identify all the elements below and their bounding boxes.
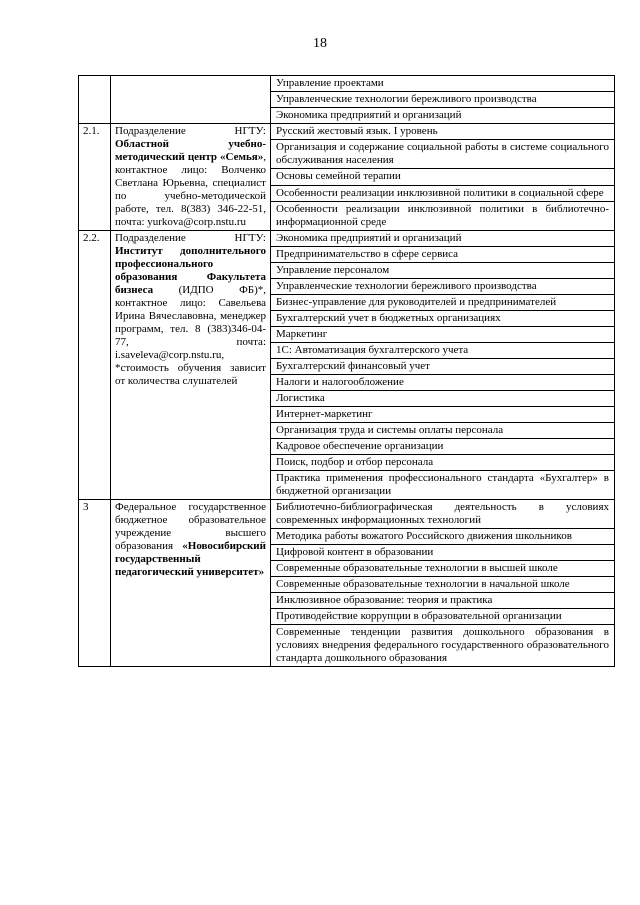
page-number: 18	[313, 36, 327, 51]
org-details: (ИДПО ФБ)*, контактное лицо: Савельева Ирина Вячеславовна, менеджер программ, тел. 8 (383)346-04-77, почта: i.saveleva@corp.nstu.ru, *стоимость обучения зависит от количества слушателей	[115, 284, 266, 387]
program-cell: Особенности реализации инклюзивной политики в библиотечно-информационной среде	[271, 201, 615, 230]
program-cell: Бухгалтерский финансовый учет	[271, 359, 615, 375]
program-cell: Маркетинг	[271, 327, 615, 343]
program-cell: Кадровое обеспечение организации	[271, 439, 615, 455]
table-row	[79, 500, 615, 529]
table-row	[79, 231, 615, 247]
program-cell: Современные тенденции развития дошкольного образования в условиях внедрения федерального государственного образовательного стандарта дошкольного образования	[271, 625, 615, 667]
section-number: 3	[79, 500, 111, 667]
org-details: , контактное лицо: Волченко Светлана Юрьевна, специалист по учебно-методической работе, тел. 8(383) 346-22-51, почта: yurkova@corp.nstu.ru	[115, 151, 266, 228]
program-cell: Современные образовательные технологии в высшей школе	[271, 561, 615, 577]
program-cell: Современные образовательные технологии в начальной школе	[271, 577, 615, 593]
program-cell: 1С: Автоматизация бухгалтерского учета	[271, 343, 615, 359]
number-cell	[79, 76, 111, 124]
program-cell: Противодействие коррупции в образовательной организации	[271, 609, 615, 625]
program-cell: Предпринимательство в сфере сервиса	[271, 247, 615, 263]
program-cell: Библиотечно-библиографическая деятельность в условиях современных информационных технологий	[271, 500, 615, 529]
table-row	[79, 76, 615, 92]
program-cell: Русский жестовый язык. I уровень	[271, 124, 615, 140]
program-cell: Логистика	[271, 391, 615, 407]
program-cell: Экономика предприятий и организаций	[271, 108, 615, 124]
program-cell: Практика применения профессионального стандарта «Бухгалтер» в бюджетной организации	[271, 471, 615, 500]
organization-cell	[111, 76, 271, 124]
program-cell: Основы семейной терапии	[271, 169, 615, 185]
organization-cell	[111, 231, 271, 500]
section-number: 2.1.	[79, 124, 111, 231]
org-name: Институт дополнительного профессионального образования Факультета бизнеса	[115, 245, 266, 296]
org-prefix: Федеральное государственное бюджетное образовательное учреждение высшего образования	[115, 501, 266, 552]
org-name: «Новосибирский государственный педагогический университет»	[115, 540, 266, 578]
organization-cell	[111, 500, 271, 667]
org-prefix: Подразделение НГТУ:	[115, 232, 266, 244]
program-cell: Налоги и налогообложение	[271, 375, 615, 391]
section-number: 2.2.	[79, 231, 111, 500]
program-cell: Интернет-маркетинг	[271, 407, 615, 423]
program-cell: Управление персоналом	[271, 263, 615, 279]
program-cell: Цифровой контент в образовании	[271, 545, 615, 561]
org-prefix: Подразделение НГТУ:	[115, 125, 266, 137]
program-cell: Организация труда и системы оплаты персонала	[271, 423, 615, 439]
organization-cell	[111, 124, 271, 231]
program-cell: Бизнес-управление для руководителей и предпринимателей	[271, 295, 615, 311]
program-cell: Экономика предприятий и организаций	[271, 231, 615, 247]
program-cell: Управленческие технологии бережливого производства	[271, 92, 615, 108]
programs-table	[78, 75, 615, 667]
program-cell: Управление проектами	[271, 76, 615, 92]
program-cell: Методика работы вожатого Российского движения школьников	[271, 529, 615, 545]
program-cell: Организация и содержание социальной работы в системе социального обслуживания населения	[271, 140, 615, 169]
table-row	[79, 124, 615, 140]
program-cell: Инклюзивное образование: теория и практика	[271, 593, 615, 609]
program-cell: Бухгалтерский учет в бюджетных организациях	[271, 311, 615, 327]
program-cell: Поиск, подбор и отбор персонала	[271, 455, 615, 471]
program-cell: Особенности реализации инклюзивной политики в социальной сфере	[271, 185, 615, 201]
org-name: Областной учебно-методический центр «Семья»	[115, 138, 266, 163]
program-cell: Управленческие технологии бережливого производства	[271, 279, 615, 295]
